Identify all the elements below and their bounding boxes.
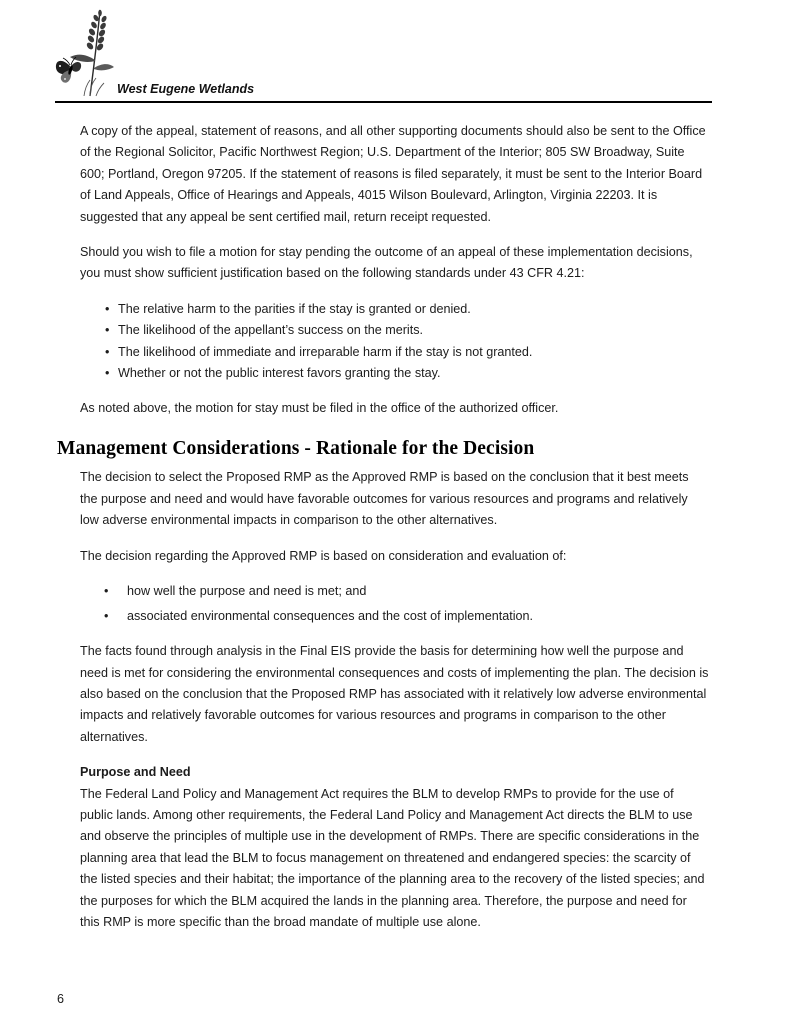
- list-item-text: The relative harm to the parities if the stay is granted or denied.: [118, 301, 471, 316]
- paragraph-purpose-need: The Federal Land Policy and Management Act requires the BLM to develop RMPs to provide for the use of public lands. Among other requirements, the Federal Land Policy and Management Act directs the BLM to use and observe the principles of multiple use in the development of RMPs. There are specific considerations in the planning area that lead the BLM to focus management on threatened and endangered species: the scarcity of the listed species and their habitat; the importance of the planning area to the recovery of the listed species; and the purposes for which the BLM acquired the lands in the planning area. Therefore, the purpose and need for this RMP is more specific than the broad mandate of multiple use alone.: [80, 786, 705, 930]
- list-item-text: how well the purpose and need is met; and: [127, 583, 367, 598]
- list-item: [104, 581, 709, 602]
- paragraph-as-noted: As noted above, the motion for stay must be filed in the office of the authorized officer.: [80, 401, 559, 416]
- page-header: [52, 6, 712, 102]
- header-rule: [55, 101, 712, 103]
- list-item-text: associated environmental consequences and the cost of implementation.: [127, 608, 534, 623]
- paragraph-facts-found: The facts found through analysis in the Final EIS provide the basis for determining how well the purpose and need is met for considering the environmental consequences and costs of implementing the plan. The decision is also based on the conclusion that the Proposed RMP has associated with it relatively low adverse environmental impacts and relatively favorable outcomes for various resources and programs in comparison to the other alternatives.: [80, 644, 709, 744]
- list-item: [105, 320, 709, 341]
- bullet-glyph: •: [105, 323, 110, 338]
- list-item: [105, 299, 709, 320]
- bullet-glyph: •: [104, 608, 109, 623]
- stay-standards-list: [105, 299, 709, 385]
- paragraph-decision-select: The decision to select the Proposed RMP as the Approved RMP is based on the conclusion that it best meets the purpose and need and would have favorable outcomes for various resources and programs and relatively low adverse environmental impacts in comparison to the other alternatives.: [80, 470, 689, 528]
- subheading-purpose-and-need: Purpose and Need: [80, 765, 191, 780]
- paragraph-decision-regarding: The decision regarding the Approved RMP is based on consideration and evaluation of:: [80, 548, 567, 563]
- bullet-glyph: •: [104, 583, 109, 598]
- paragraph-appeal-copy: A copy of the appeal, statement of reasons, and all other supporting documents should also be sent to the Office of the Regional Solicitor, Pacific Northwest Region; U.S. Department of the Interior; 805 SW Broadway, Suite 600; Portland, Oregon 97205. If the statement of reasons is filed separately, it must be sent to the Interior Board of Land Appeals, Office of Hearings and Appeals, 4015 Wilson Boulevard, Arlington, Virginia 22203. It is suggested that any appeal be sent certified mail, return receipt requested.: [80, 124, 706, 224]
- paragraph-motion-for-stay: Should you wish to file a motion for stay pending the outcome of an appeal of these implementation decisions, you must show sufficient justification based on the following standards under 43 CFR 4.21:: [80, 245, 693, 281]
- bullet-glyph: •: [105, 366, 110, 381]
- document-body: [57, 121, 709, 948]
- page-number: 6: [57, 992, 65, 1006]
- bullet-glyph: •: [105, 301, 110, 316]
- evaluation-list: [104, 581, 709, 627]
- bullet-glyph: •: [105, 344, 110, 359]
- list-item: [105, 342, 709, 363]
- list-item-text: The likelihood of the appellant’s success on the merits.: [118, 323, 423, 338]
- header-title: West Eugene Wetlands: [117, 82, 255, 96]
- list-item: [105, 363, 709, 384]
- butterfly-plant-logo: [54, 8, 116, 98]
- section-heading-management-considerations: Management Considerations - Rationale for the Decision: [57, 437, 535, 459]
- list-item-text: Whether or not the public interest favors granting the stay.: [118, 366, 441, 381]
- list-item-text: The likelihood of immediate and irreparable harm if the stay is not granted.: [118, 344, 533, 359]
- list-item: [104, 606, 709, 627]
